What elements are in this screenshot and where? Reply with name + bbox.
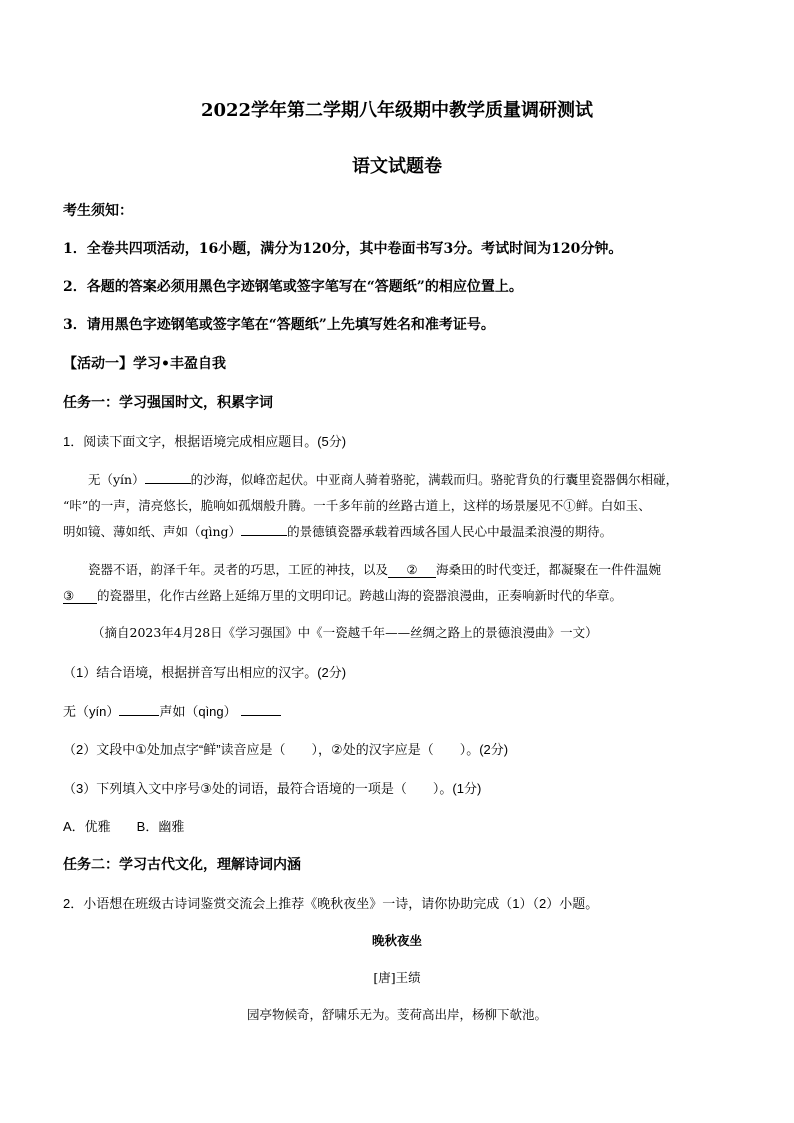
sub-question-1: （1）结合语境，根据拼音写出相应的汉字。(2分): [63, 665, 347, 680]
blank-marker-2: ②: [406, 562, 418, 577]
passage-blank-qing: [241, 523, 287, 536]
task-1-heading: 任务一：学习强国时文，积累字词: [63, 395, 273, 411]
answer-blank-qing[interactable]: [241, 703, 281, 716]
notice-heading: 考生须知：: [63, 203, 133, 219]
question-1: 1．阅读下面文字，根据语境完成相应题目。(5分): [63, 434, 347, 449]
passage-blank-2: [388, 562, 436, 578]
passage-line-1: [88, 470, 678, 488]
page-subtitle: 语文试题卷: [352, 156, 442, 177]
passage-text: 海桑田的时代变迁，都凝聚在一件件温婉: [436, 562, 662, 577]
passage-text: 的沙海，似峰峦起伏。中亚商人骑着骆驼，满载而归。骆驼背负的行囊里瓷器偶尔相碰，: [190, 472, 679, 487]
page-title: 2022学年第二学期八年级期中教学质量调研测试: [200, 100, 594, 121]
answer-options: A．优雅 B．幽雅: [63, 819, 185, 834]
passage-pinyin-yin: 无（yín）: [88, 472, 145, 487]
poem-author: [唐]王绩: [373, 970, 421, 985]
answer-label-yin: 无（yín）: [63, 704, 120, 719]
notice-item-3: 3．请用黑色字迹钢笔或签字笔在“答题纸”上先填写姓名和准考证号。: [63, 317, 495, 333]
passage-text: 的景德镇瓷器承载着西域各国人民心中最温柔浪漫的期待。: [287, 524, 613, 539]
notice-item-1: 1．全卷共四项活动，16小题，满分为120分，其中卷面书写3分。考试时间为120分钟。: [63, 241, 623, 257]
notice-item-2: 2．各题的答案必须用黑色字迹钢笔或签字笔写在“答题纸”的相应位置上。: [63, 279, 523, 295]
passage-line-3: [63, 522, 612, 540]
passage-source: （摘自2023年4月28日《学习强国》中《一瓷越千年——丝绸之路上的景德浪漫曲》一文）: [92, 625, 598, 640]
passage-blank-yin: [145, 471, 191, 484]
sub-question-3: （3）下列填入文中序号③处的词语，最符合语境的一项是（ ）。(1分): [63, 781, 482, 796]
passage-line-5: [63, 586, 622, 604]
answer-label-qing: 声如（qìng）: [159, 704, 237, 719]
passage-blank-3: [63, 588, 97, 604]
answer-blank-yin[interactable]: [119, 703, 159, 716]
passage-line-4: [88, 560, 661, 578]
poem-title: 晚秋夜坐: [371, 933, 422, 948]
blank-marker-3: ③: [63, 588, 75, 603]
poem-line-1: 园亭物候奇，舒啸乐无为。芰荷高出岸，杨柳下欹池。: [246, 1007, 547, 1022]
passage-text: 瓷器不语，韵泽千年。灵者的巧思，工匠的神技，以及: [88, 562, 389, 577]
passage-pinyin-qing: 明如镜、薄如纸、声如（qìng）: [63, 524, 242, 539]
passage-line-2: “咔”的一声，清亮悠长，脆响如孤烟般升腾。一千多年前的丝路古道上，这样的场景屡见不①鲜。白如玉、: [63, 498, 651, 513]
sub-question-2: （2）文段中①处加点字“鲜”读音应是（ ），②处的汉字应是（ ）。(2分): [63, 742, 509, 757]
passage-text: 的瓷器里，化作古丝路上延绵万里的文明印记。跨越山海的瓷器浪漫曲，正奏响新时代的华章。: [97, 588, 623, 603]
question-2: 2．小语想在班级古诗词鉴赏交流会上推荐《晚秋夜坐》一诗，请你协助完成（1）（2）小题。: [63, 896, 599, 911]
sub-question-1-answers: [63, 701, 281, 720]
activity-1-heading: 【活动一】学习•丰盈自我: [63, 356, 226, 372]
task-2-heading: 任务二：学习古代文化，理解诗词内涵: [63, 857, 301, 873]
